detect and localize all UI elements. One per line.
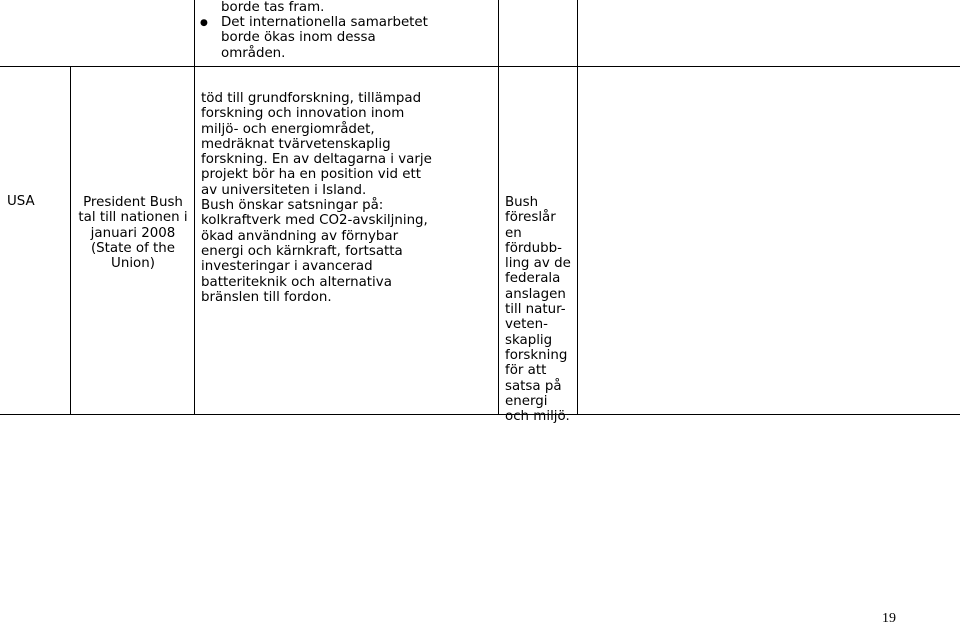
proposal-line: forskning: [505, 347, 568, 363]
content-line: kolkraftverk med CO2-avskiljning,: [201, 213, 428, 229]
bullet-icon: ●: [200, 18, 208, 28]
bullet-line: borde ökas inom dessa: [221, 30, 376, 46]
proposal-line: och miljö.: [505, 409, 570, 425]
column-divider-2: [194, 0, 195, 415]
source-cell: [78, 195, 188, 271]
proposal-line: Bush: [505, 195, 539, 210]
proposal-line: för att: [505, 363, 547, 379]
source-line: (State of the: [90, 240, 176, 256]
proposal-line: ling av de: [505, 256, 571, 272]
content-cell: [201, 91, 432, 305]
content-line: medräknat tvärvetenskaplig: [201, 136, 391, 152]
table-top-border: [0, 66, 960, 67]
source-line: President Bush: [83, 195, 183, 210]
bullet-line: Det internationella samarbetet: [221, 15, 428, 30]
content-line: Bush önskar satsningar på:: [201, 198, 384, 214]
source-line: tal till nationen i: [78, 210, 188, 226]
proposal-line: fördubb-: [505, 240, 562, 256]
content-line: forskning. En av deltagarna i varje: [201, 152, 432, 168]
country-name: USA: [7, 194, 35, 209]
top-row-line: borde tas fram.: [221, 0, 325, 15]
content-line: investeringar i avancerad: [201, 259, 373, 275]
content-line: energi och kärnkraft, fortsatta: [201, 243, 403, 259]
content-line: batteriteknik och alternativa: [201, 274, 392, 290]
proposal-line: anslagen: [505, 286, 566, 302]
country-cell: [7, 194, 35, 209]
content-line: projekt bör ha en position vid ett: [201, 167, 421, 183]
content-line: töd till grundforskning, tillämpad: [201, 91, 422, 106]
proposal-line: föreslår: [505, 210, 556, 226]
proposal-line: en: [505, 225, 522, 241]
column-divider-4: [577, 0, 578, 415]
content-line: forskning och innovation inom: [201, 106, 405, 122]
content-line: miljö- och energiområdet,: [201, 121, 375, 137]
proposal-line: till natur-: [505, 302, 566, 318]
proposal-line: energi: [505, 393, 548, 409]
top-row-bullet-text: [221, 15, 428, 61]
table-bottom-border: [0, 414, 960, 415]
top-row-text: [221, 0, 324, 15]
proposal-line: satsa på: [505, 378, 562, 394]
source-line: januari 2008: [90, 225, 176, 241]
content-line: ökad användning av förnybar: [201, 228, 399, 244]
column-divider-3: [498, 0, 499, 415]
bullet-line: områden.: [221, 45, 286, 61]
proposal-line: skaplig: [505, 332, 553, 348]
column-divider-1: [70, 66, 71, 415]
proposal-cell: [505, 195, 571, 424]
proposal-line: veten-: [505, 317, 548, 333]
proposal-line: federala: [505, 271, 561, 287]
source-line: Union): [111, 256, 155, 272]
content-line: av universiteten i Island.: [201, 182, 367, 198]
page-number: 19: [882, 611, 896, 626]
content-line: bränslen till fordon.: [201, 289, 332, 305]
